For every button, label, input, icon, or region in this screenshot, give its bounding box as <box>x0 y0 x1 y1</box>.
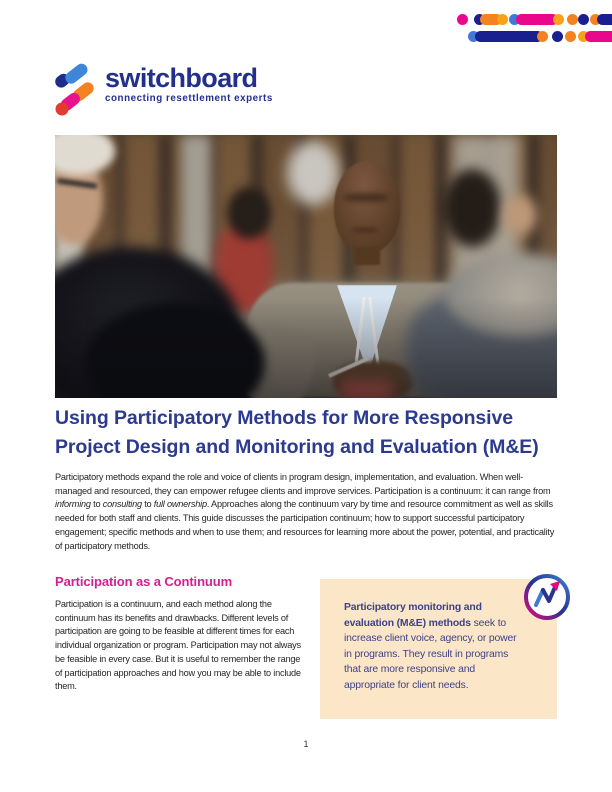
deco-dot <box>497 14 508 25</box>
section-body: Participation is a continuum, and each method along the continuum has its benefits and drawbacks. Different levels of participation are going to be feasible at different times for each individual organization or program. Participation may not always be feasible in every case. But it is useful to remember the range of participation approaches and how you may be able to include them. <box>55 599 301 692</box>
intro-paragraph <box>55 471 558 553</box>
deco-dot <box>537 31 548 42</box>
callout-lead: Participatory monitoring and evaluation (M&E) methods <box>344 602 482 629</box>
deco-dot <box>565 31 576 42</box>
logo-text <box>105 64 273 104</box>
intro-italic-consulting: consulting <box>102 499 142 510</box>
deco-bar <box>475 31 543 42</box>
logo-wordmark: switchboard <box>105 63 258 93</box>
trend-arrow-icon <box>521 571 573 623</box>
section-heading: Participation as a Continuum <box>55 574 233 589</box>
hero-photo <box>55 135 557 398</box>
document-title <box>55 404 570 461</box>
intro-italic-full-ownership: full ownership <box>153 499 207 510</box>
intro-text: to <box>141 499 154 510</box>
deco-dot <box>552 31 563 42</box>
deco-dot <box>553 14 564 25</box>
deco-bar <box>585 31 612 42</box>
intro-text: . Approaches along the continuum vary by time and resource commitment as well as skills needed for both staff and clients. This guide discusses the participation continuum; how to support successful participatory engagement; specific methods and when to use them; and resources for learning more about the power, potential, and practicality of participatory methods. <box>55 499 555 551</box>
deco-bar <box>516 14 558 25</box>
switchboard-logo <box>52 63 273 117</box>
page-number: 1 <box>303 739 309 749</box>
logo-tagline: connecting resettlement experts <box>105 93 273 104</box>
title-line-2: Project Design and Monitoring and Evaluation (M&E) <box>55 435 539 458</box>
deco-bar <box>597 14 612 25</box>
deco-dot <box>578 14 589 25</box>
intro-italic-informing: informing <box>55 499 91 510</box>
intro-text: to <box>90 499 103 510</box>
callout-text <box>344 600 519 694</box>
deco-dot <box>567 14 578 25</box>
deco-dot <box>457 14 468 25</box>
brand-dots-decoration <box>452 12 612 48</box>
callout-rest: seek to increase client voice, agency, or power in programs. They result in programs that are more responsive and appropriate for client needs. <box>344 617 517 691</box>
intro-text: Participatory methods expand the role and voice of clients in program design, implementation, and evaluation. When well-managed and resourced, they can empower refugee clients and improve services. Participation is a continuum: it can range from <box>55 472 551 496</box>
title-line-1: Using Participatory Methods for More Responsive <box>55 407 513 429</box>
switchboard-logo-icon <box>52 63 98 117</box>
